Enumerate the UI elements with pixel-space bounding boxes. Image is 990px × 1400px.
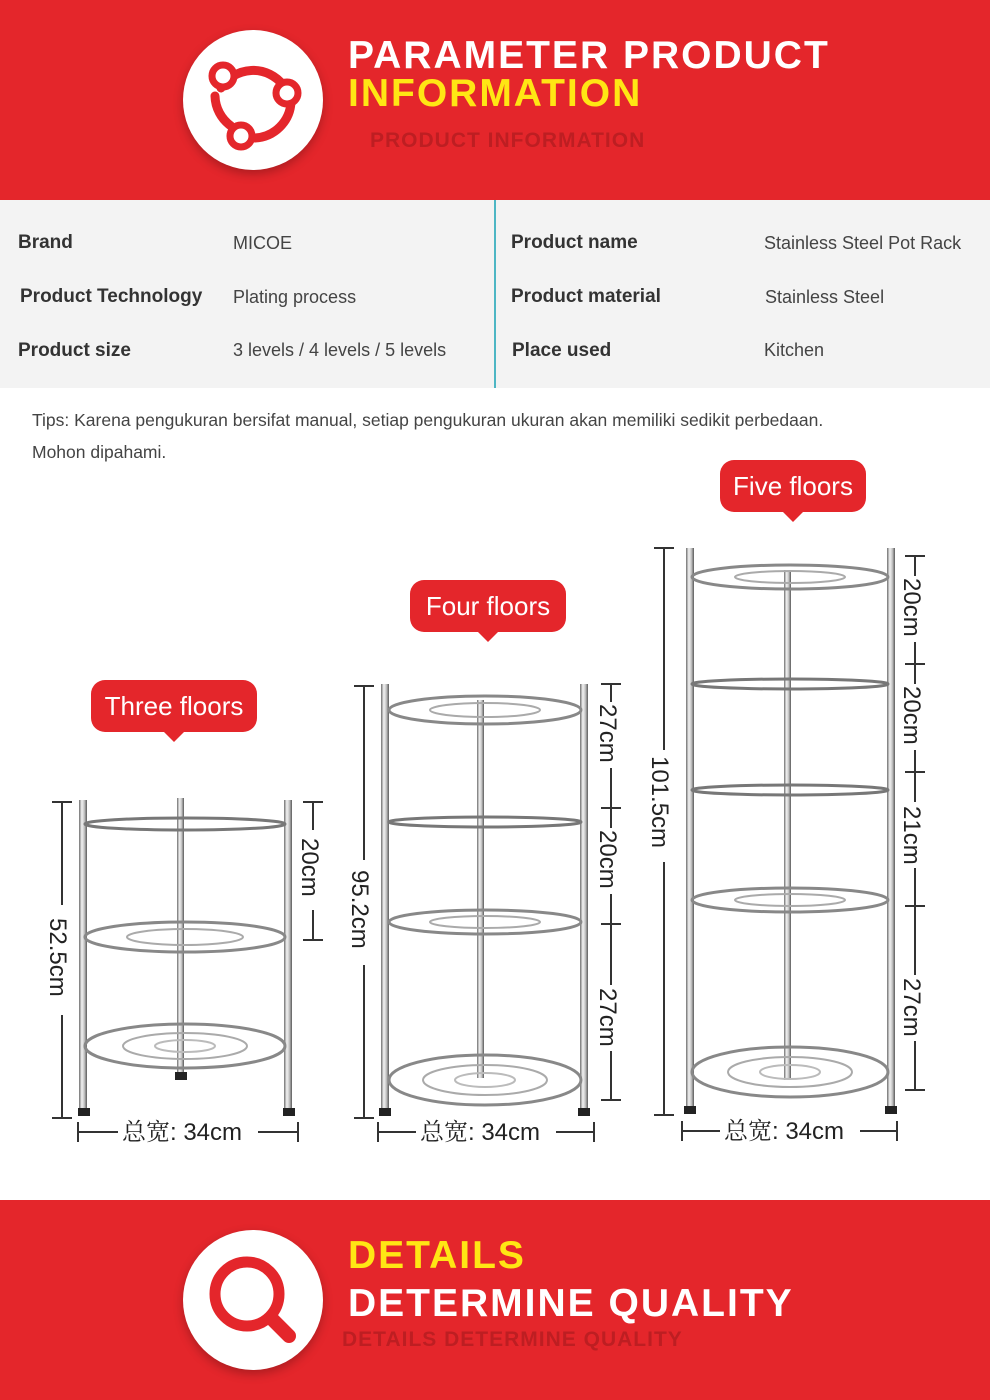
label-five-floors: Five floors — [720, 460, 866, 512]
rack3-shelf-1 — [85, 818, 285, 830]
rack4-shelf-1 — [389, 696, 581, 724]
rack3-shelf-3 — [85, 1024, 285, 1068]
header-title-line2: INFORMATION — [348, 72, 643, 115]
param-key-size: Product size — [18, 340, 131, 361]
footer-subtitle: DETAILS DETERMINE QUALITY — [342, 1328, 683, 1351]
tips-line-2: Mohon dipahami. — [32, 442, 167, 462]
rack4-shelf-3 — [389, 910, 581, 934]
rack5-gap1-label: 20cm — [898, 578, 925, 637]
rack5-right-pole — [887, 548, 895, 1111]
footer-title-line1: DETAILS — [348, 1234, 526, 1277]
rack4-gap2-label: 20cm — [594, 830, 621, 889]
rack4-shelf-2 — [389, 817, 581, 827]
param-value-material: Stainless Steel — [765, 287, 885, 307]
rack4-gap1-label: 27cm — [594, 704, 621, 763]
rack3-shelf-2 — [85, 922, 285, 952]
rack4-right-pole — [580, 684, 588, 1112]
footer-banner — [0, 1200, 990, 1400]
rack5-left-pole — [686, 548, 694, 1111]
rack5-width-label: 总宽: 34cm — [724, 1118, 845, 1145]
param-value-size: 3 levels / 4 levels / 5 levels — [233, 340, 447, 360]
rack3-center-pole — [177, 798, 184, 1078]
param-key-place: Place used — [512, 340, 612, 361]
rack4-shelf-4 — [389, 1055, 581, 1105]
rack-five-floors — [646, 548, 927, 1145]
rack4-left-pole — [381, 684, 389, 1112]
footer-title-line2: DETERMINE QUALITY — [348, 1282, 794, 1325]
rack-four-floors — [346, 684, 623, 1146]
label-four-floors: Four floors — [410, 580, 566, 632]
rack5-gap4-label: 27cm — [898, 978, 925, 1037]
rack3-gap1-label: 20cm — [296, 838, 323, 897]
rack4-gap3-label: 27cm — [594, 988, 621, 1047]
header-subtitle: PRODUCT INFORMATION — [370, 129, 646, 152]
param-key-material: Product material — [511, 286, 661, 307]
header-title-line1: PARAMETER PRODUCT — [348, 34, 830, 77]
param-key-name: Product name — [511, 232, 638, 253]
rack5-height-label: 101.5cm — [646, 756, 673, 849]
rack3-right-pole — [284, 800, 292, 1112]
param-value-technology: Plating process — [233, 287, 357, 307]
rack5-gap3-label: 21cm — [898, 806, 925, 865]
rack3-width-label: 总宽: 34cm — [122, 1119, 243, 1146]
rack3-height-label: 52.5cm — [44, 918, 71, 997]
param-value-name: Stainless Steel Pot Rack — [764, 233, 962, 253]
rack5-gap2-label: 20cm — [898, 686, 925, 745]
label-three-floors: Three floors — [91, 680, 257, 732]
rack5-center-pole — [784, 570, 791, 1080]
rack4-center-pole — [477, 700, 484, 1078]
param-value-brand: MICOE — [233, 233, 293, 253]
magnifier-icon — [183, 1230, 323, 1370]
param-key-brand: Brand — [18, 232, 73, 253]
rack4-width-label: 总宽: 34cm — [420, 1119, 541, 1146]
rack3-left-pole — [79, 800, 87, 1112]
param-key-technology: Product Technology — [20, 286, 203, 307]
rack-three-floors — [44, 798, 325, 1146]
param-value-place: Kitchen — [764, 340, 825, 360]
tips-line-1: Tips: Karena pengukuran bersifat manual, setiap pengukuran ukuran akan memiliki sedikit perbedaan. — [32, 410, 824, 430]
rack4-height-label: 95.2cm — [346, 870, 373, 949]
footer-badge — [183, 1230, 323, 1370]
